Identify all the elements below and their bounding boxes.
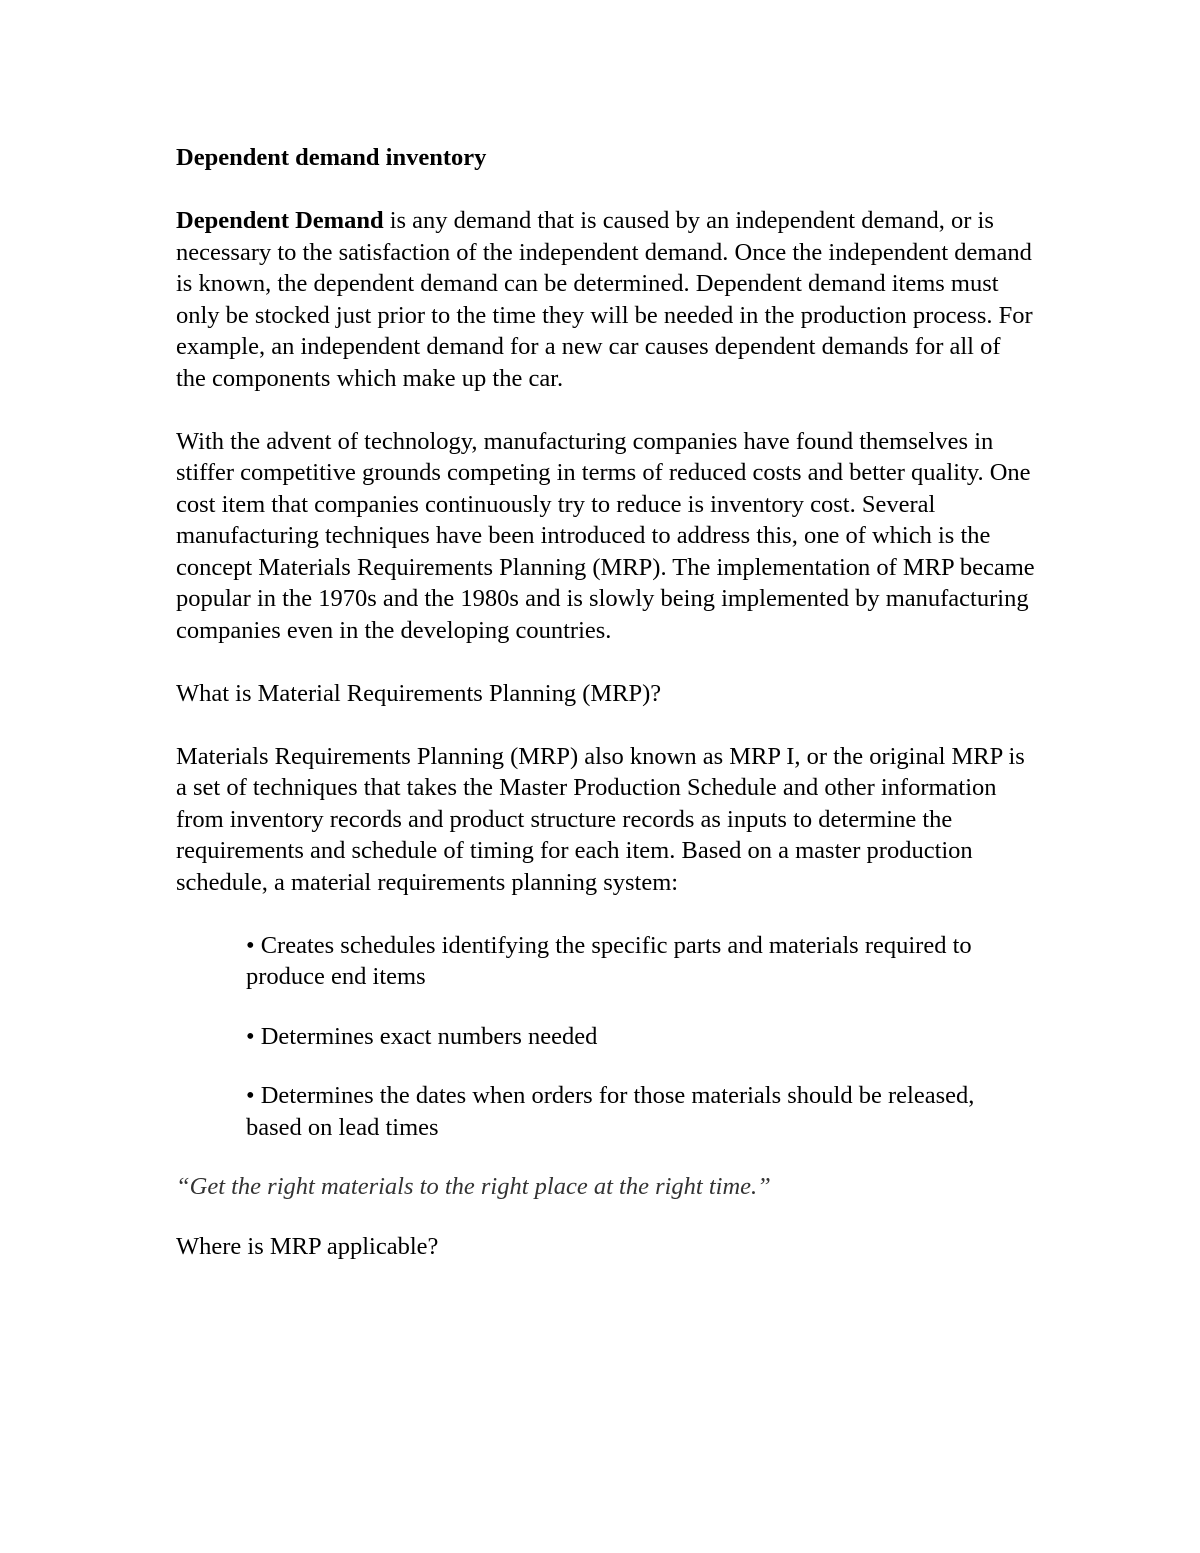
list-item-text: Determines the dates when orders for those materials should be released, based on lead times (246, 1082, 975, 1141)
intro-paragraph (176, 205, 1036, 394)
mrp-question-heading: What is Material Requirements Planning (MRP)? (176, 679, 662, 707)
list-item (246, 1021, 1036, 1053)
mrp-applicability-question: Where is MRP applicable? (176, 1232, 439, 1260)
list-item-text: Determines exact numbers needed (260, 1022, 598, 1050)
mrp-quote: “Get the right materials to the right place at the right time.” (176, 1173, 771, 1200)
bullet-icon: • (246, 931, 255, 959)
list-item (246, 930, 1036, 993)
technology-paragraph: With the advent of technology, manufacturing companies have found themselves in stiffer competitive grounds competing in terms of reduced costs and better quality. One cost item that companies continuously try to reduce is inventory cost. Several manufacturing techniques have been introduced to address this, one of which is the concept Materials Requirements Planning (MRP). The implementation of MRP became popular in the 1970s and the 1980s and is slowly being implemented by manufacturing companies even in the developing countries. (176, 427, 1035, 644)
bullet-icon: • (246, 1022, 255, 1050)
intro-bold-term: Dependent Demand (176, 207, 384, 234)
list-item (246, 1080, 1036, 1143)
intro-text: is any demand that is caused by an independent demand, or is necessary to the satisfaction of the independent demand. Once the independent demand is known, the dependent demand can be determined. Dependent demand items must only be stocked just prior to the time they will be needed in the production process. For example, an independent demand for a new car causes dependent demands for all of the components which make up the car. (176, 207, 1033, 392)
document-heading: Dependent demand inventory (176, 144, 487, 171)
mrp-definition-paragraph: Materials Requirements Planning (MRP) also known as MRP I, or the original MRP is a set of techniques that takes the Master Production Schedule and other information from inventory records and product structure records as inputs to determine the requirements and schedule of timing for each item. Based on a master production schedule, a material requirements planning system: (176, 742, 1025, 896)
document-body (176, 142, 1036, 1294)
mrp-functions-list (246, 930, 1036, 1144)
bullet-icon: • (246, 1082, 255, 1109)
list-item-text: Creates schedules identifying the specific parts and materials required to produce end items (246, 931, 972, 990)
